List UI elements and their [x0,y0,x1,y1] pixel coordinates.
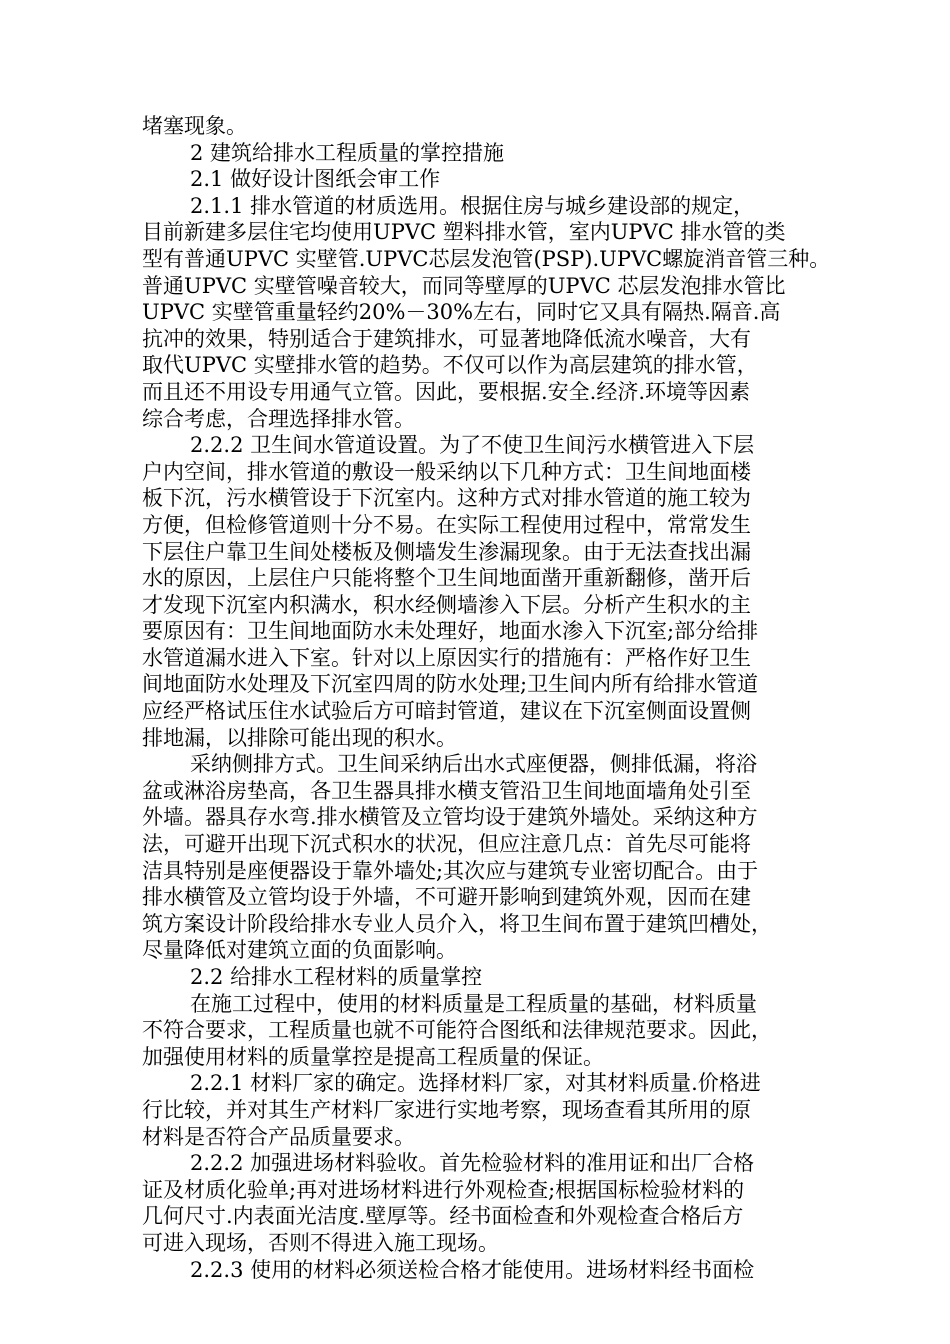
text-line: 在施工过程中，使用的材料质量是工程质量的基础，材料质量 [190,991,757,1016]
text-line: 板下沉，污水横管设于下沉室内。这种方式对排水管道的施工较为 [142,486,751,511]
text-line: 下层住户靠卫生间处楼板及侧墙发生渗漏现象。由于无法查找出漏 [142,539,751,564]
text-line: 尽量降低对建筑立面的负面影响。 [142,938,457,963]
text-line: 而且还不用设专用通气立管。因此，要根据.安全.经济.环境等因素 [142,379,751,404]
text-line: 2.2 给排水工程材料的质量掌控 [190,965,483,989]
text-line: 综合考虑，合理选择排水管。 [142,406,415,431]
text-line: 2.2.1 材料厂家的确定。选择材料厂家，对其材料质量.价格进 [190,1071,761,1096]
text-line: 型有普通UPVC 实壁管.UPVC芯层发泡管(PSP).UPVC螺旋消音管三种。 [142,246,831,271]
text-line: 水管道漏水进入下室。针对以上原因实行的措施有：严格作好卫生 [142,645,751,670]
text-line: 2.2.3 使用的材料必须送检合格才能使用。进场材料经书面检 [190,1257,755,1282]
text-line: 法，可避开出现下沉式积水的状况，但应注意几点：首先尽可能将 [142,832,751,857]
text-line: 抗冲的效果，特别适合于建筑排水，可显著地降低流水噪音，大有 [142,326,751,351]
text-line: 排水横管及立管均设于外墙，不可避开影响到建筑外观，因而在建 [142,885,751,910]
text-line: 2.2.2 加强进场材料验收。首先检验材料的准用证和出厂合格 [190,1151,755,1176]
text-line: 行比较，并对其生产材料厂家进行实地考察，现场查看其所用的原 [142,1097,751,1122]
text-line: 不符合要求，工程质量也就不可能符合图纸和法律规范要求。因此， [142,1018,772,1043]
text-line: 要原因有：卫生间地面防水未处理好，地面水渗入下沉室;部分给排 [142,619,759,644]
text-line: 筑方案设计阶段给排水专业人员介入，将卫生间布置于建筑凹槽处， [142,911,772,936]
text-line: 应经严格试压住水试验后方可暗封管道，建议在下沉室侧面设置侧 [142,699,751,724]
text-line: 普通UPVC 实壁管噪音较大，而同等壁厚的UPVC 芯层发泡排水管比 [142,273,786,298]
text-line: 堵塞现象。 [142,114,247,138]
text-line: 盆或淋浴房垫高，各卫生器具排水横支管沿卫生间地面墙角处引至 [142,778,751,803]
text-line: 外墙。器具存水弯.排水横管及立管均设于建筑外墙处。采纳这种方 [142,805,758,830]
text-line: 方便，但检修管道则十分不易。在实际工程使用过程中，常常发生 [142,512,751,537]
text-line: 加强使用材料的质量掌控是提高工程质量的保证。 [142,1044,604,1069]
text-line: UPVC 实壁管重量轻约20%－30%左右，同时它又具有隔热.隔音.高 [142,300,781,325]
text-line: 2 建筑给排水工程质量的掌控措施 [190,140,505,165]
text-line: 户内空间，排水管道的敷设一般采纳以下几种方式：卫生间地面楼 [142,459,751,484]
text-line: 间地面防水处理及下沉室四周的防水处理;卫生间内所有给排水管道 [142,672,759,697]
text-line: 几何尺寸.内表面光洁度.壁厚等。经书面检查和外观检查合格后方 [142,1204,744,1229]
text-line: 材料是否符合产品质量要求。 [142,1124,415,1149]
text-line: 2.1 做好设计图纸会审工作 [190,167,441,192]
text-line: 证及材质化验单;再对进场材料进行外观检查;根据国标检验材料的 [142,1177,745,1202]
text-line: 2.2.2 卫生间水管道设置。为了不使卫生间污水横管进入下层 [190,433,755,458]
document-page [142,113,831,1283]
text-line: 水的原因，上层住户只能将整个卫生间地面凿开重新翻修，凿开后 [142,566,751,591]
text-line: 目前新建多层住宅均使用UPVC 塑料排水管，室内UPVC 排水管的类 [142,220,786,245]
text-line: 才发现下沉室内积满水，积水经侧墙渗入下层。分析产生积水的主 [142,592,751,617]
text-line: 排地漏，以排除可能出现的积水。 [142,725,457,750]
text-line: 洁具特别是座便器设于靠外墙处;其次应与建筑专业密切配合。由于 [142,858,759,883]
text-line: 2.1.1 排水管道的材质选用。根据住房与城乡建设部的规定， [190,193,755,218]
text-line: 取代UPVC 实壁排水管的趋势。不仅可以作为高层建筑的排水管， [142,353,758,378]
text-line: 可进入现场，否则不得进入施工现场。 [142,1230,499,1255]
text-line: 采纳侧排方式。卫生间采纳后出水式座便器，侧排低漏，将浴 [190,752,757,777]
